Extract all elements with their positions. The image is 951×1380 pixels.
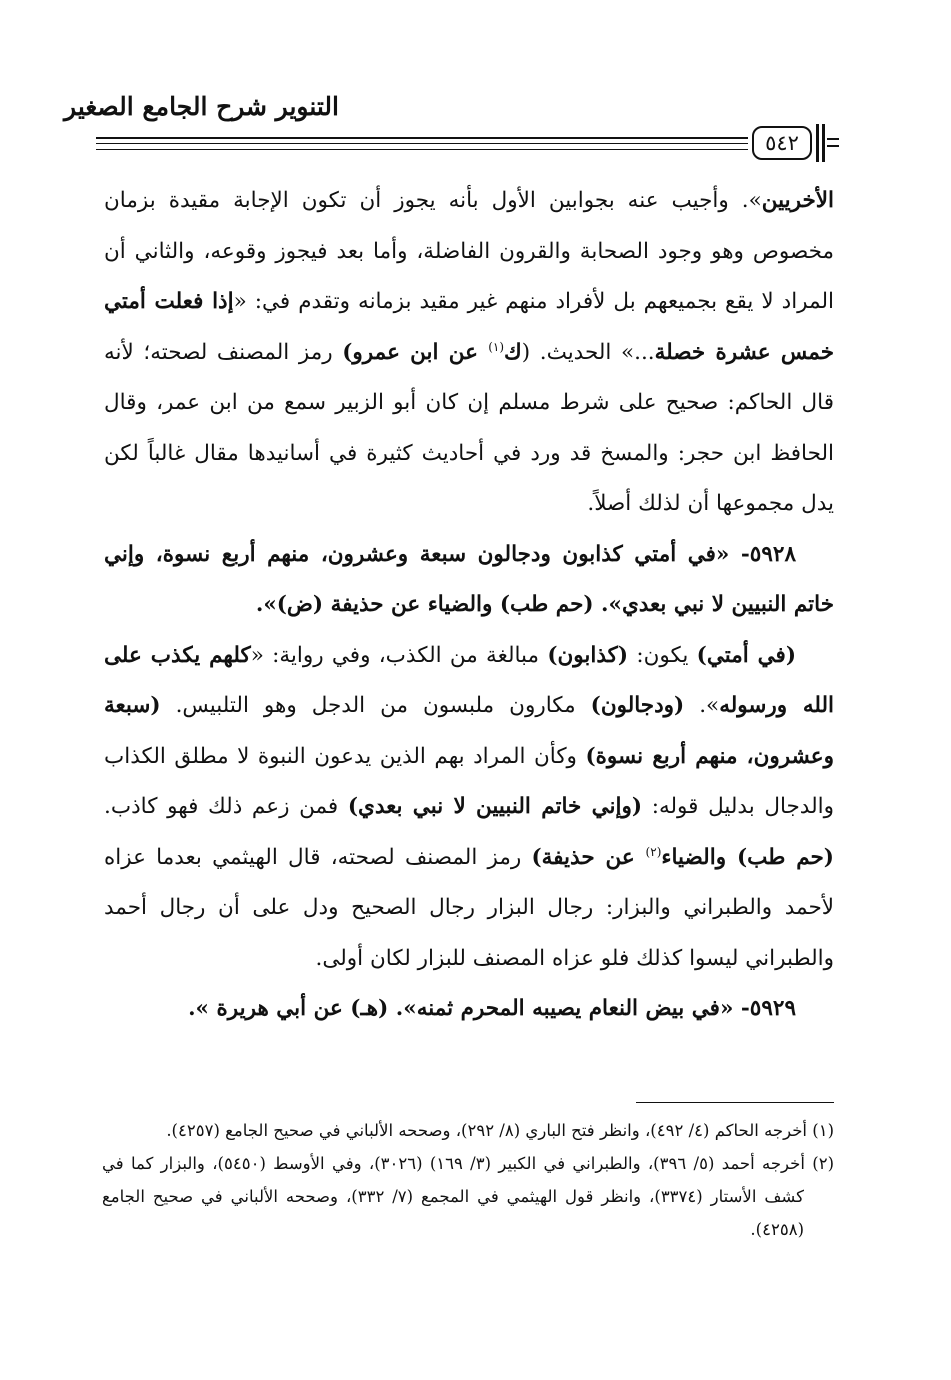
bold-text: إذا فعلت أمتي خمس عشرة خصلة — [104, 289, 834, 365]
footnote-2 — [102, 1147, 834, 1246]
hadith-text: - «في أمتي كذابون ودجالون سبعة وعشرون، منهم أربع نسوة، وإني خاتم النبيين لا نبي بعدي». (حم طب) والضياء عن حذيفة (ض)». — [104, 541, 834, 617]
page-number-ornament — [827, 145, 839, 147]
bold-text: (في أمتي) — [696, 642, 797, 668]
text: ». وأجيب عنه بجوابين الأول بأنه يجوز أن تكون الإجابة مقيدة بزمان مخصوص وهو وجود الصحابة والقرون الفاضلة، وأما بعد فيجوز وقوعه، والثاني أن المراد لا يقع بجميعهم بل لأفراد منهم غير مقيد بزمانه وتقدم في: « — [104, 188, 834, 314]
header-rule — [96, 137, 748, 139]
text: مكارون ملبسون من الدجل وهو التلبيس. — [160, 693, 591, 718]
footnote-text: أخرجه أحمد (٥/ ٣٩٦)، والطبراني في الكبير (٣/ ١٦٩) (٣٠٢٦)، وفي الأوسط (٥٤٥٠)، والبزار كما في كشف الأستار (٣٣٧٤)، وانظر قول الهيثمي في المجمع (٧/ ٣٣٢)، وصححه الألباني في صحيح الجامع (٤٢٥٨). — [102, 1154, 813, 1239]
bold-text: (حم طب) والضياء — [661, 844, 834, 870]
footnote-text: أخرجه الحاكم (٤/ ٤٩٢)، وانظر فتح الباري (٨/ ٢٩٢)، وصححه الألباني في صحيح الجامع (٤٢٥٧). — [166, 1121, 813, 1140]
hadith-number: ٥٩٢٩ — [749, 996, 796, 1021]
main-text — [104, 176, 834, 1035]
hadith-5929 — [104, 984, 834, 1035]
bold-text: عن ابن عمرو) — [342, 339, 489, 365]
commentary-5928 — [104, 631, 834, 985]
paragraph-intro — [104, 176, 834, 530]
text: وكأن المراد بهم الذين يدعون النبوة لا مطلق الكذاب والدجال بدليل قوله: — [104, 743, 834, 819]
footnote-marker: (١) — [812, 1121, 834, 1140]
hadith-number: ٥٩٢٨ — [749, 541, 796, 567]
text: مبالغة من الكذب، وفي رواية: « — [250, 642, 548, 668]
text: ...» الحديث. ( — [521, 339, 655, 365]
bold-text: (سبعة وعشرون، منهم أربع نسوة) — [104, 693, 834, 769]
footnote-ref[interactable]: (٢) — [645, 844, 662, 859]
text: رمز المصنف لصحته؛ لأنه قال الحاكم: صحيح على شرط مسلم إن كان أبو الزبير سمع من ابن عمر، وقال الحافظ ابن حجر: والمسخ قد ورد في أحاديث كثيرة في أسانيدها مقال غالباً لكن يدل مجموعها أن لذلك أصلاً. — [104, 339, 834, 516]
footnote-marker: (٢) — [812, 1154, 835, 1173]
bold-text: الأخريين — [761, 188, 834, 213]
text: رمز المصنف لصحته، قال الهيثمي بعدما عزاه لأحمد والطبراني والبزار: رجال البزار رجال الصحيح ودل على أن رجال أحمد والطبراني ليسوا كذلك فلو عزاه المصنف للبزار لكان أولى. — [104, 844, 834, 971]
bold-text: (ودجالون) — [590, 693, 685, 718]
footnote-separator — [636, 1102, 834, 1103]
bold-text: (وإني خاتم النبيين لا نبي بعدي) — [347, 794, 643, 819]
page-number-ornament — [822, 124, 825, 162]
text: فمن زعم ذلك فهو كاذب. — [104, 794, 348, 819]
text: يكون: — [628, 642, 697, 668]
footnote-ref[interactable]: (١) — [488, 339, 505, 354]
text: ». — [684, 693, 720, 718]
page-number-ornament — [827, 138, 839, 140]
bold-text: كلهم يكذب على الله ورسوله — [104, 642, 834, 718]
bold-text: (كذابون) — [547, 642, 629, 668]
bold-text: ك — [504, 339, 522, 365]
header-rule — [96, 143, 748, 144]
running-title: التنوير شرح الجامع الصغير — [64, 92, 339, 121]
page-number: ٥٤٢ — [752, 126, 812, 160]
hadith-5928 — [104, 530, 834, 631]
page-number-ornament — [816, 124, 819, 162]
hadith-text: - «في بيض النعام يصيبه المحرم ثمنه». (هـ) عن أبي هريرة ». — [188, 996, 750, 1021]
bold-text: عن حذيفة) — [531, 844, 646, 870]
footnote-1 — [102, 1114, 834, 1147]
header-rule — [96, 149, 748, 150]
footnotes — [102, 1114, 834, 1246]
